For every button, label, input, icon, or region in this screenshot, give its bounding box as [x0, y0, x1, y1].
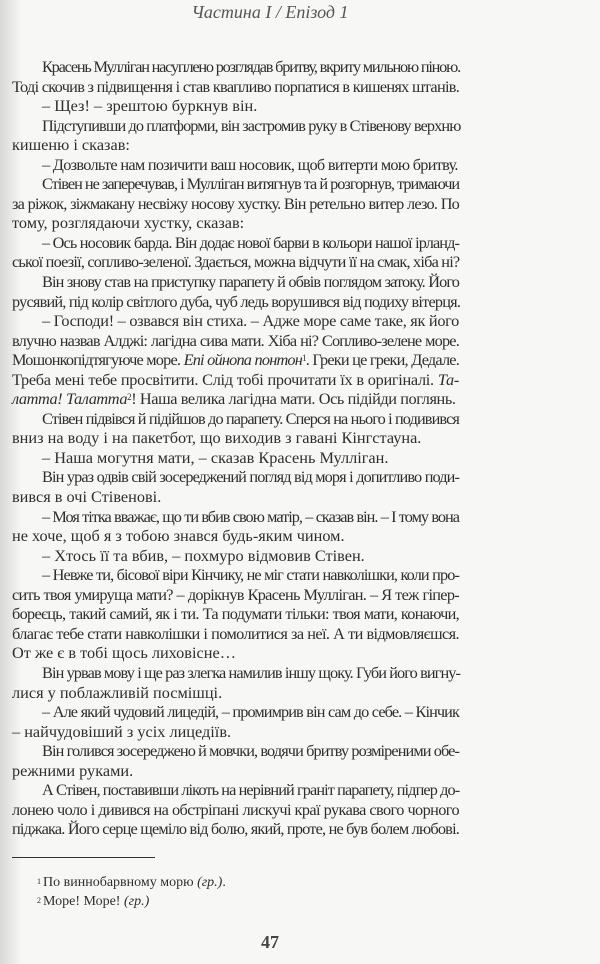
text-line: Стівен не заперечував, і Мулліган витягнув та й розгорнув, тримаючи — [42, 174, 460, 194]
paragraph — [12, 311, 459, 409]
footnote-marker: 1 — [37, 877, 43, 886]
paragraph — [12, 174, 459, 233]
footnote-marker: 2 — [127, 392, 132, 403]
text-line: Підступивши до платформи, він застромив руку в Стівенову верхню — [42, 115, 461, 135]
paragraph — [12, 96, 459, 116]
text-line: – Наша могутня мати, – сказав Красень Мулліган. — [42, 447, 389, 467]
running-head: Частина I / Епізод 1 — [191, 2, 349, 22]
text-line: – Моя тітка вважає, що ти вбив свою матір, – сказав він. – І тому вона — [42, 506, 459, 526]
text-line: Він урвав мову і ще раз злегка намилив іншу щоку. Губи його вигну- — [42, 662, 461, 682]
footnote-punctuation: . — [222, 875, 226, 890]
text-line: вився в очі Стівенові. — [12, 487, 162, 507]
text-line: вниз на воду і на пакетбот, що виходив з гавані Кінгстауна. — [12, 428, 422, 448]
text-line: тому, розглядаючи хустку, сказав: — [12, 213, 245, 233]
text-span: ! Наша велика лагідна мати. Ось підійди поглянь. — [131, 389, 456, 409]
italic-text: латта! Талатта — [12, 389, 128, 409]
paragraph — [12, 741, 459, 780]
text-line: Він знову став на приступку парапету й обвів поглядом затоку. Його — [42, 272, 459, 292]
text-line: Тоді скочив з підвищення і став квапливо порпатися в кишенях штанів. — [12, 76, 460, 96]
text-line: А Стівен, поставивши лікоть на нерівний граніт парапету, підпер до- — [42, 780, 460, 800]
paragraph — [12, 116, 459, 155]
text-line — [12, 370, 459, 390]
paragraph — [12, 272, 459, 311]
text-line: Він голився зосереджено й мовчки, водячи бритву розміреними обе- — [42, 741, 460, 761]
text-line: сить твоя умируща мати? – дорікнув Красень Мулліган. – Я теж гіпер- — [12, 584, 459, 604]
text-line: – Дозвольте нам позичити ваш носовик, щоб витерти мою бритву. — [42, 154, 458, 174]
text-line: за ріжок, зіжмакану несвіжу носову хустку. Він ретельно витер лезо. По — [12, 193, 459, 213]
text-line: благає тебе стати навколішки і помолитися за неї. А ти відмовляєшся. — [12, 623, 459, 643]
text-line: – найчудовіший з усіх лицедіїв. — [12, 721, 232, 741]
paragraph — [12, 780, 459, 839]
text-line: піджака. Його серце щеміло від болю, який, проте, не був болем любові. — [12, 819, 460, 839]
paragraph — [12, 409, 459, 448]
text-span: Треба мені тебе просвітити. Слід тобі прочитати їх в оригіналі. — [12, 369, 438, 389]
text-line: – Господи! – озвався він стиха. – Адже море саме таке, як його — [42, 311, 459, 331]
paragraph — [12, 155, 459, 175]
italic-text: Та- — [437, 369, 459, 389]
text-line: Стівен підвівся й підійшов до парапету. Сперся на нього і подивився — [42, 408, 459, 428]
text-line: – Але який чудовий лицедій, – промимрив він сам до себе. – Кінчик — [42, 702, 459, 722]
paragraph — [12, 448, 459, 468]
text-line — [12, 389, 459, 409]
text-line: Красень Мулліган насуплено розглядав бритву, вкриту мильною піною. — [42, 57, 460, 76]
paragraph — [12, 57, 459, 96]
text-line: русявий, під колір світлого дуба, чуб ледь ворушився від подиху вітерця. — [12, 291, 461, 311]
text-line — [12, 350, 459, 370]
footnote-text: По виннобарвному морю — [43, 875, 198, 890]
footnotes — [37, 873, 226, 911]
text-line: влучно назвав Алджі: лагідна сива мати. Хіба ні? Сопливо-зелене море. — [12, 330, 459, 350]
page-number: 47 — [261, 932, 279, 952]
footnote — [37, 873, 226, 892]
text-line: – Хтось її та вбив, – похмуро відмовив Стівен. — [42, 545, 365, 565]
text-line: Він ураз одвів свій зосереджений погляд від моря і допитливо поди- — [42, 467, 459, 487]
text-line: – Ось носовик барда. Він додає нової барви в кольори нашої ірланд- — [42, 232, 459, 252]
text-line: лися у поблажливій посмішці. — [12, 682, 223, 702]
text-line: кишеню і сказав: — [12, 135, 130, 155]
footnote-text: Море! Море! — [43, 894, 124, 909]
text-line: – Невже ти, бісової віри Кінчику, не міг стати навколішки, коли про- — [42, 565, 459, 585]
paragraph — [12, 233, 459, 272]
footnote-rule — [12, 857, 155, 858]
text-line: лонею чоло і дивився на обстріпані лискучі краї рукава свого чорного — [12, 799, 459, 819]
footnote-language-note: (гр.) — [197, 875, 223, 890]
footnote-marker: 1 — [302, 353, 306, 364]
paragraph — [12, 467, 459, 506]
text-line: бореєць, такий самий, як і ти. Та подумати тільки: твоя мати, конаючи, — [12, 604, 459, 624]
paragraph — [12, 507, 459, 546]
paragraph — [12, 663, 459, 702]
paragraph — [12, 702, 459, 741]
text-line: ської поезії, сопливо-зеленої. Здається, можна відчути її на смак, хіба ні? — [12, 252, 460, 272]
paragraph — [12, 546, 459, 566]
text-span: Мошонкопідтягуюче море. — [12, 350, 184, 370]
footnote-language-note: (гр.) — [123, 894, 150, 909]
text-line: не хоче, щоб я з тобою знався будь-яким чином. — [12, 526, 345, 546]
text-span: . Греки це греки, Дедале. — [305, 350, 459, 370]
footnote-marker: 2 — [37, 896, 43, 905]
text-line: режними руками. — [12, 760, 134, 780]
text-line: От же є в тобі щось лиховісне… — [12, 643, 236, 663]
footnote — [37, 892, 226, 911]
body-text — [12, 57, 459, 839]
text-line: – Щез! – зрештою буркнув він. — [42, 96, 258, 116]
italic-text: Епі ойнопа понтон — [183, 350, 303, 370]
paragraph — [12, 565, 459, 663]
